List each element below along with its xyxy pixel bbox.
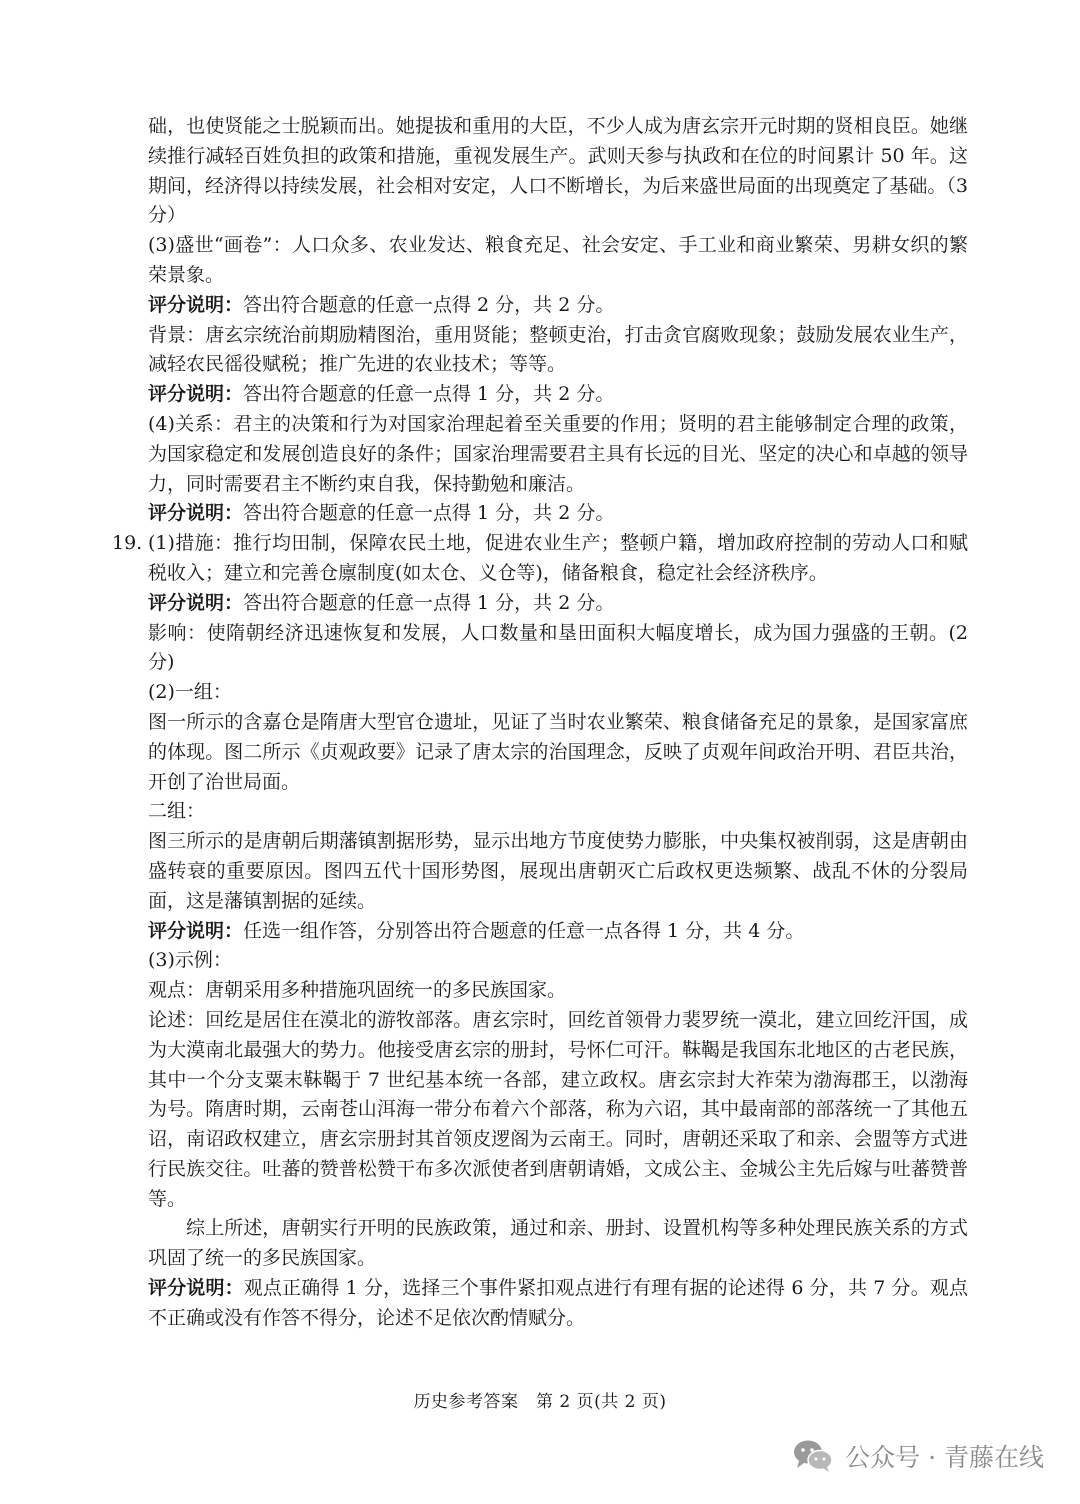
scoring-text: 答出符合题意的任意一点得 1 分，共 2 分。 (243, 502, 615, 525)
paragraph-example-title: (3)示例： (148, 949, 232, 972)
scoring-label: 评分说明： (148, 919, 244, 942)
scoring-label: 评分说明： (148, 383, 244, 406)
scoring-note (148, 291, 968, 321)
watermark (791, 1436, 1044, 1476)
wechat-icon (791, 1438, 835, 1474)
paragraph-group-one: 图一所示的含嘉仓是隋唐大型官仓遗址，见证了当时农业繁荣、粮食储备充足的景象，是国家富庶的体现。图二所示《贞观政要》记录了唐太宗的治国理念，反映了贞观年间政治开明、君臣共治，开创了治世局面。 (148, 710, 968, 793)
paragraph-shengshi-huajuan: (3)盛世“画卷”：人口众多、农业发达、粮食充足、社会安定、手工业和商业繁荣、男耕女织的繁荣景象。 (148, 234, 968, 286)
scoring-note (148, 589, 968, 619)
page-footer: 历史参考答案 第 2 页(共 2 页) (413, 1392, 667, 1412)
scoring-label: 评分说明： (148, 1277, 244, 1300)
paragraph-influence: 影响：使隋朝经济迅速恢复和发展，人口数量和垦田面积大幅度增长，成为国力强盛的王朝。(2 分) (148, 621, 968, 674)
scoring-text: 答出符合题意的任意一点得 1 分，共 2 分。 (243, 383, 615, 406)
scoring-label: 评分说明： (148, 591, 244, 614)
scoring-note (148, 499, 968, 529)
scoring-note (148, 380, 968, 410)
scoring-text: 观点正确得 1 分，选择三个事件紧扣观点进行有理有据的论述得 6 分，共 7 分。观点不正确或没有作答不得分，论述不足依次酌情赋分。 (148, 1277, 968, 1329)
paragraph-group-one-title: (2)一组： (148, 681, 232, 704)
paragraph-background: 背景：唐玄宗统治前期励精图治，重用贤能；整顿吏治，打击贪官腐败现象；鼓励发展农业生产，减轻农民徭役赋税；推广先进的农业技术；等等。 (148, 323, 968, 376)
question-19-measures (112, 529, 968, 589)
scoring-note (148, 1274, 968, 1334)
scoring-text: 答出符合题意的任意一点得 1 分，共 2 分。 (243, 591, 615, 614)
paragraph-summary: 综上所述，唐朝实行开明的民族政策，通过和亲、册封、设置机构等多种处理民族关系的方式巩固了统一的多民族国家。 (148, 1217, 968, 1270)
scoring-label: 评分说明： (148, 293, 244, 316)
paragraph-group-two-title: 二组： (148, 800, 206, 823)
watermark-text: 公众号 · 青藤在线 (845, 1443, 1044, 1472)
scoring-text: 答出符合题意的任意一点得 2 分，共 2 分。 (243, 293, 615, 316)
answer-content (112, 112, 968, 1334)
paragraph-group-two: 图三所示的是唐朝后期藩镇割据形势，显示出地方节度使势力膨胀，中央集权被削弱，这是唐朝由盛转衰的重要原因。图四五代十国形势图，展现出唐朝灭亡后政权更迭频繁、战乱不休的分裂局面，这是藩镇割据的延续。 (148, 830, 968, 912)
paragraph-relationship: (4)关系：君主的决策和行为对国家治理起着至关重要的作用；贤明的君主能够制定合理的政策，为国家稳定和发展创造良好的条件；国家治理需要君主具有长远的目光、坚定的决心和卓越的领导力，同时需要君主不断约束自我，保持勤勉和廉洁。 (148, 412, 968, 495)
paragraph-wuzetian-conclusion: 础，也使贤能之士脱颖而出。她提拔和重用的大臣，不少人成为唐玄宗开元时期的贤相良臣。她继续推行减轻百姓负担的政策和措施，重视发展生产。武则天参与执政和在位的时间累计 50 年。这期间，经济得以持续发展，社会相对安定，人口不断增长，为后来盛世局面的出现奠定了基础。（3 分） (148, 115, 968, 227)
scoring-label: 评分说明： (148, 502, 244, 525)
paragraph-viewpoint: 观点：唐朝采用多种措施巩固统一的多民族国家。 (148, 979, 567, 1002)
scoring-text: 任选一组作答，分别答出符合题意的任意一点各得 1 分，共 4 分。 (243, 919, 805, 942)
scoring-note (148, 917, 968, 947)
question-number: 19. (112, 532, 143, 555)
paragraph-measures: (1)措施：推行均田制，保障农民土地，促进农业生产；整顿户籍，增加政府控制的劳动人口和赋税收入；建立和完善仓廪制度(如太仓、义仓等)，储备粮食，稳定社会经济秩序。 (148, 532, 968, 584)
paragraph-argument: 论述：回纥是居住在漠北的游牧部落。唐玄宗时，回纥首领骨力裴罗统一漠北，建立回纥汗国，成为大漠南北最强大的势力。他接受唐玄宗的册封，号怀仁可汗。靺鞨是我国东北地区的古老民族，其中一个分支粟末靺鞨于 7 世纪基本统一各部，建立政权。唐玄宗封大祚荣为渤海郡王，以渤海为号。隋唐时期，云南苍山洱海一带分布着六个部落，称为六诏，其中最南部的部落统一了其他五诏，南诏政权建立，唐玄宗册封其首领皮逻阁为云南王。同时，唐朝还采取了和亲、会盟等方式进行民族交往。吐蕃的赞普松赞干布多次派使者到唐朝请婚，文成公主、金城公主先后嫁与吐蕃赞普等。 (148, 1008, 968, 1210)
